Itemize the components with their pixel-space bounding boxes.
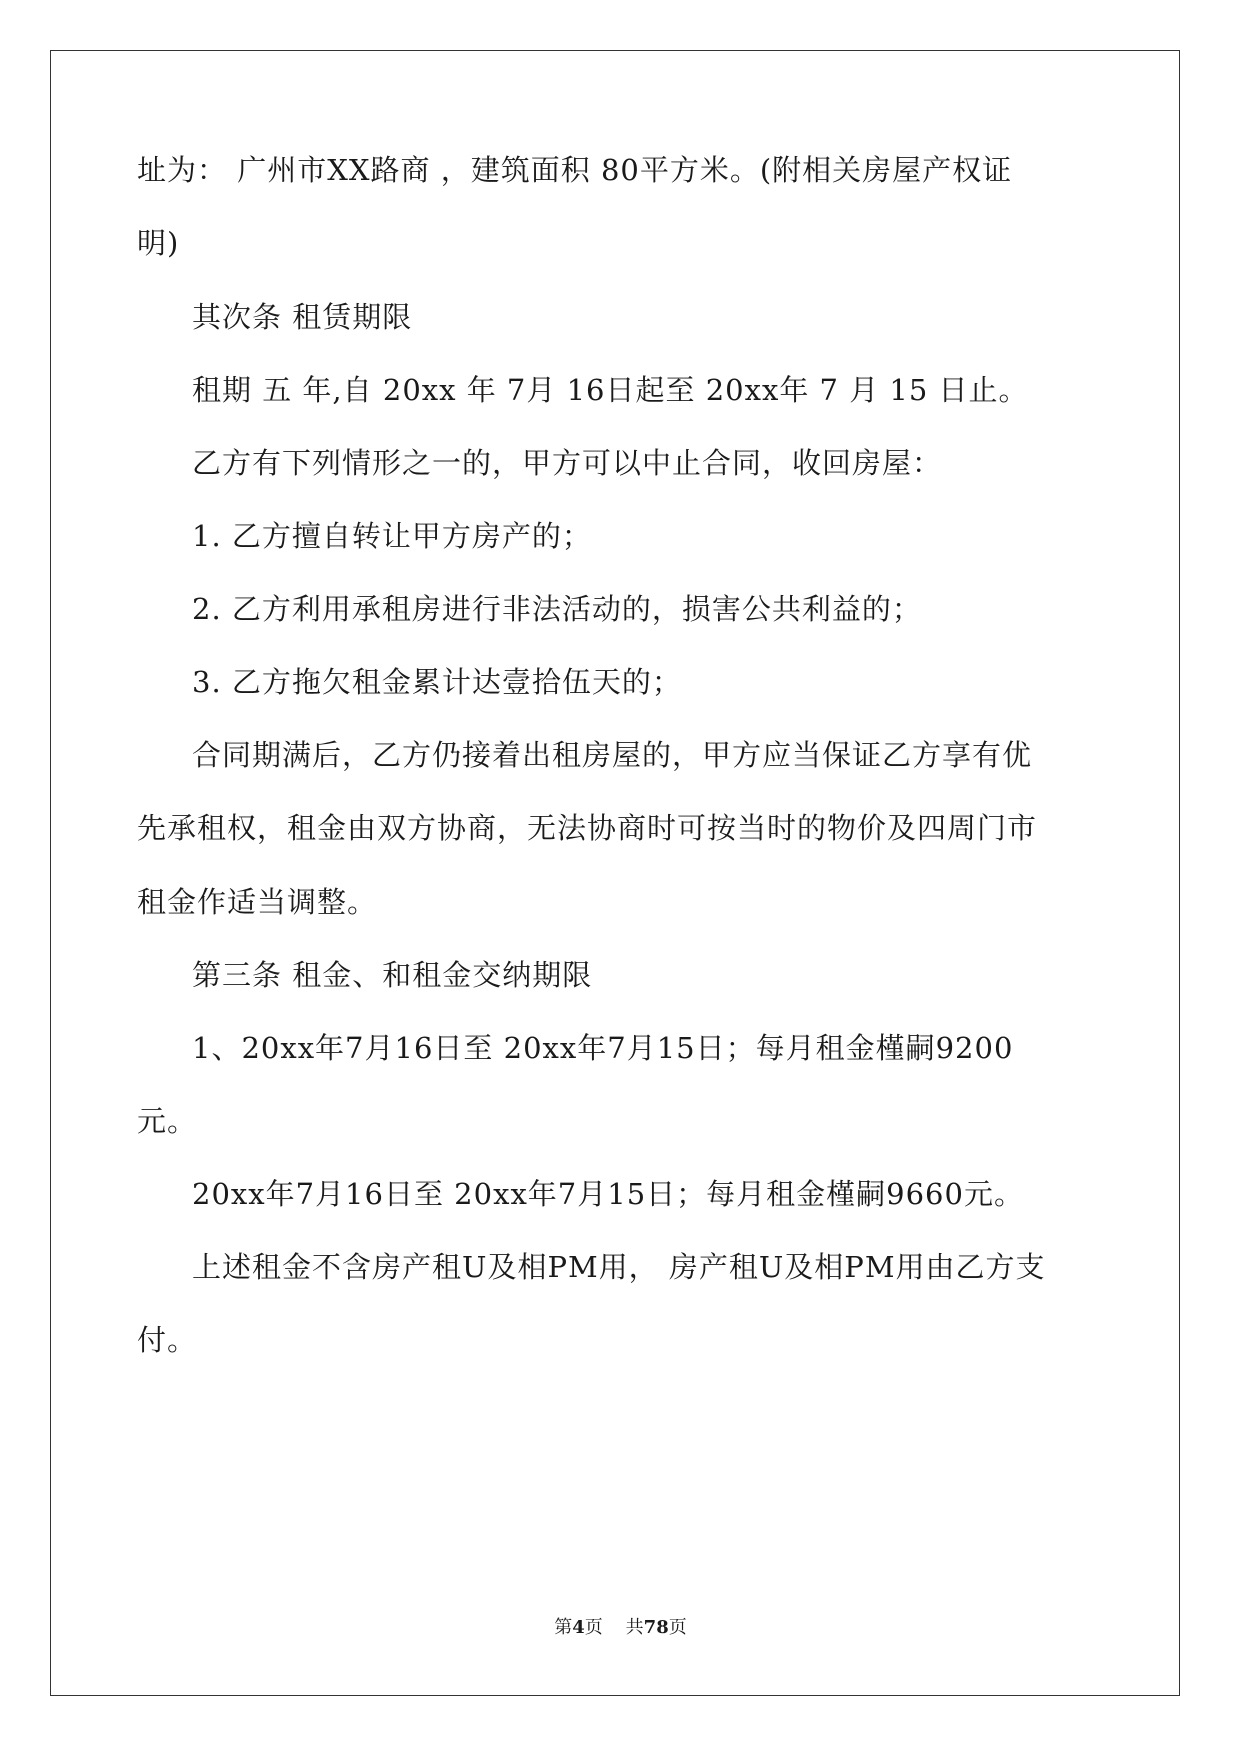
body-line: 明): [137, 226, 180, 260]
footer-total-prefix: 共: [625, 1617, 644, 1638]
list-item: 3. 乙方拖欠租金累计达壹拾伍天的；: [192, 665, 682, 699]
body-line: 先承租权，租金由双方协商，无法协商时可按当时的物价及四周门市: [137, 811, 1038, 845]
body-line: 乙方有下列情形之一的，甲方可以中止合同，收回房屋：: [192, 446, 943, 480]
body-line: 租期 五 年,自 20xx 年 7月 16日起至 20xx年 7 月 15 日止。: [192, 373, 1029, 407]
body-line: 20xx年7月16日至 20xx年7月15日；每月租金槿嗣9660元。: [192, 1177, 1024, 1211]
body-line: 元。: [137, 1104, 198, 1138]
total-pages-number: 78: [643, 1617, 669, 1638]
body-line: 付。: [137, 1323, 198, 1357]
body-line: 上述租金不含房产租U及相PM用， 房产租U及相PM用由乙方支: [192, 1250, 1046, 1284]
body-line: 1、20xx年7月16日至 20xx年7月15日；每月租金槿嗣9200: [192, 1031, 1014, 1065]
body-line: 合同期满后，乙方仍接着出租房屋的，甲方应当保证乙方享有优: [192, 738, 1033, 772]
footer-prefix: 第: [554, 1617, 573, 1638]
page-footer: [0, 1617, 1241, 1639]
body-line: 租金作适当调整。: [137, 885, 378, 919]
current-page-number: 4: [572, 1617, 585, 1638]
page-border: [50, 50, 1180, 1696]
section-heading: 第三条 租金、和租金交纳期限: [192, 958, 593, 992]
list-item: 1. 乙方擅自转让甲方房产的；: [192, 519, 592, 553]
footer-page-word: 页: [584, 1617, 603, 1638]
section-heading: 其次条 租赁期限: [192, 300, 413, 334]
list-item: 2. 乙方利用承租房进行非法活动的，损害公共利益的；: [192, 592, 922, 626]
footer-total-suffix: 页: [668, 1617, 687, 1638]
body-line: 址为： 广州市XX路商 ，建筑面积 80平方米。(附相关房屋产权证: [137, 153, 1013, 187]
